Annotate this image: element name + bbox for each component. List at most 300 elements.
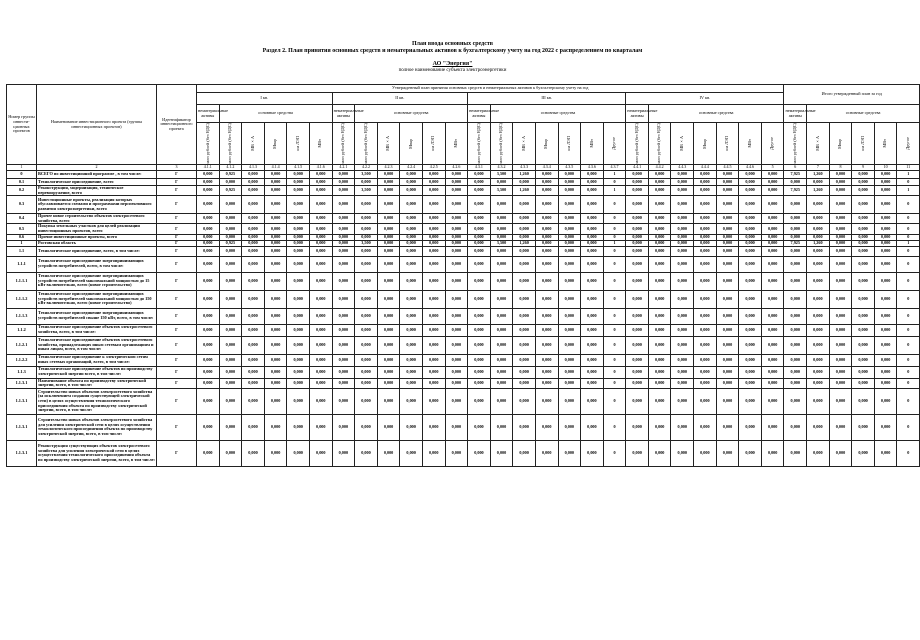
row-value: 0,000	[468, 414, 491, 440]
row-value: 0,000	[716, 308, 739, 324]
row-value: 0	[897, 179, 920, 186]
row-value: 0,000	[626, 171, 649, 179]
row-value: 0,000	[422, 354, 445, 366]
row-value: 0,000	[377, 186, 400, 196]
row-value: 0,000	[309, 308, 332, 324]
row-value: 0,000	[694, 290, 717, 308]
row-value: 0,000	[219, 214, 242, 224]
unit-label: МВт	[588, 139, 594, 148]
row-project-id: Г	[157, 214, 197, 224]
row-value: 0,000	[287, 308, 310, 324]
table-row	[7, 246, 920, 256]
row-value: 0,000	[197, 308, 220, 324]
column-number: 4.1.3	[242, 165, 265, 171]
column-number: 4.2.3	[377, 165, 400, 171]
row-value: 0,000	[535, 354, 558, 366]
row-value: 0,000	[739, 440, 762, 466]
row-value: 0,000	[558, 378, 581, 388]
unit-label: км ЛЭП	[430, 136, 436, 151]
row-value: 0	[897, 224, 920, 234]
row-value: 0,000	[829, 214, 852, 224]
row-project-name: Покупка земельных участков для целей реализации инвестиционных проектов, всего	[37, 224, 157, 234]
row-value: 0,000	[197, 378, 220, 388]
row-value: 0,000	[287, 388, 310, 414]
row-value: 0,000	[694, 171, 717, 179]
row-value: 0,000	[242, 440, 265, 466]
row-value: 0,000	[490, 214, 513, 224]
unit-label: МВ×А	[678, 136, 684, 151]
row-value: 0	[897, 308, 920, 324]
row-value: 0,000	[355, 336, 378, 354]
unit-column-header	[287, 123, 310, 165]
row-value: 0,000	[829, 414, 852, 440]
unit-column-header	[219, 123, 242, 165]
row-value: 0,000	[377, 378, 400, 388]
row-value: 0,000	[400, 336, 423, 354]
row-value: 0,925	[219, 171, 242, 179]
row-number: 1.1	[7, 246, 37, 256]
row-project-id: Г	[157, 186, 197, 196]
row-value: 0,000	[761, 366, 784, 378]
row-value: 0,000	[197, 186, 220, 196]
column-number: 4.4.3	[671, 165, 694, 171]
row-value: 0,000	[332, 246, 355, 256]
row-value: 0,000	[445, 308, 468, 324]
row-value: 0,000	[400, 308, 423, 324]
row-value: 0,000	[671, 290, 694, 308]
row-value: 0	[603, 354, 626, 366]
column-number: 4.2.4	[400, 165, 423, 171]
row-value: 0,000	[739, 336, 762, 354]
row-value: 0,000	[784, 336, 807, 354]
row-value: 0,000	[197, 388, 220, 414]
row-number: 1	[7, 240, 37, 246]
row-value: 0,000	[535, 196, 558, 214]
row-value: 0	[603, 378, 626, 388]
row-value: 0,000	[422, 246, 445, 256]
column-number: 4.3.3	[513, 165, 536, 171]
row-value: 0,000	[513, 388, 536, 414]
row-project-name: Технологическое присоединение энергопринимающих устройств потребителей свыше 150 кВт, всего, в том числе:	[37, 308, 157, 324]
row-value: 0,000	[558, 196, 581, 214]
row-value: 0,000	[332, 440, 355, 466]
row-project-name: Строительство новых объектов электросетевого хозяйства для усиления электрической сети в целях осуществления технологического присоединения объекта по производству электрической энергии, всего, в том числе:	[37, 414, 157, 440]
row-value: 0,000	[874, 336, 897, 354]
row-value: 0,000	[242, 388, 265, 414]
row-value: 0,000	[694, 378, 717, 388]
nma-group-header: нематериальные активы	[332, 105, 355, 123]
unit-label: Мвар	[407, 138, 413, 149]
row-value: 0,000	[264, 366, 287, 378]
row-value: 0,000	[445, 290, 468, 308]
row-value: 0,000	[694, 388, 717, 414]
row-value: 0,000	[535, 234, 558, 240]
row-value: 0,000	[355, 366, 378, 378]
row-value: 0,000	[422, 290, 445, 308]
header-approved-plan: Утвержденный план принятия основных средств и нематериальных активов к бухгалтерскому учету на год	[197, 85, 784, 93]
row-value: 0,000	[694, 196, 717, 214]
row-value: 0,000	[355, 388, 378, 414]
fixed-assets-group-header: основные средства	[490, 105, 626, 123]
row-value: 0,000	[219, 308, 242, 324]
nma-group-header: нематериальные активы	[468, 105, 491, 123]
row-value: 0,000	[671, 171, 694, 179]
row-value: 0,000	[422, 256, 445, 272]
row-value: 0,000	[581, 214, 604, 224]
row-value: 0,000	[535, 414, 558, 440]
column-number: 3	[157, 165, 197, 171]
row-value: 0,000	[626, 186, 649, 196]
row-value: 0,000	[219, 224, 242, 234]
row-project-name: Технологическое присоединение энергопринимающих устройств потребителей, всего, в том числе:	[37, 256, 157, 272]
row-number: 0.6	[7, 234, 37, 240]
row-value: 0,000	[490, 378, 513, 388]
unit-label: млн рублей (без НДС)	[340, 123, 346, 164]
row-value: 0,000	[716, 256, 739, 272]
row-value: 0,000	[264, 256, 287, 272]
row-project-id: Г	[157, 272, 197, 290]
row-value: 0,000	[581, 224, 604, 234]
row-value: 0,000	[535, 388, 558, 414]
row-value: 3,500	[490, 240, 513, 246]
row-value: 0,000	[761, 240, 784, 246]
row-value: 0,000	[807, 196, 830, 214]
row-value: 0,000	[648, 256, 671, 272]
row-value: 0,000	[445, 186, 468, 196]
row-value: 0	[603, 388, 626, 414]
column-number: 4.4.5	[716, 165, 739, 171]
row-value: 0,000	[377, 196, 400, 214]
row-value: 0,000	[400, 234, 423, 240]
row-value: 0,000	[513, 246, 536, 256]
row-value: 0,000	[784, 290, 807, 308]
row-value: 0,000	[400, 378, 423, 388]
row-value: 0,000	[739, 272, 762, 290]
row-value: 0,000	[874, 308, 897, 324]
column-number: 4.3.1	[468, 165, 491, 171]
row-value: 0,000	[874, 290, 897, 308]
row-value: 0,000	[535, 179, 558, 186]
row-value: 3,500	[490, 171, 513, 179]
row-value: 0,000	[422, 414, 445, 440]
table-row	[7, 378, 920, 388]
row-value: 0,000	[829, 440, 852, 466]
row-value: 0,000	[694, 246, 717, 256]
row-value: 0,000	[852, 186, 875, 196]
row-value: 0,000	[694, 308, 717, 324]
row-project-id: Г	[157, 378, 197, 388]
row-value: 0,000	[468, 214, 491, 224]
row-value: 0,000	[490, 354, 513, 366]
fixed-assets-group-header: основные средства	[355, 105, 468, 123]
row-value: 0,000	[581, 354, 604, 366]
unit-label: МВт	[882, 139, 888, 148]
row-value: 0,000	[422, 224, 445, 234]
row-value: 0,000	[671, 234, 694, 240]
row-value: 0,000	[219, 324, 242, 336]
unit-label: млн рублей (без НДС)	[227, 123, 233, 164]
unit-column-header	[558, 123, 581, 165]
row-value: 0,000	[716, 354, 739, 366]
row-value: 0,000	[309, 388, 332, 414]
row-value: 0,000	[829, 240, 852, 246]
row-value: 0,000	[309, 224, 332, 234]
row-value: 0,000	[874, 240, 897, 246]
unit-column-header	[309, 123, 332, 165]
row-value: 0,000	[242, 290, 265, 308]
row-value: 0,000	[422, 336, 445, 354]
row-value: 0,000	[671, 440, 694, 466]
row-value: 0,000	[242, 378, 265, 388]
unit-label: МВ×А	[385, 136, 391, 151]
row-value: 0,000	[332, 186, 355, 196]
row-value: 0,000	[716, 388, 739, 414]
row-project-name: Инвестиционные проекты, реализация которых обуславливается схемами и программами перспективного развития электроэнергетики, всего	[37, 196, 157, 214]
row-value: 0,000	[332, 179, 355, 186]
row-value: 0,000	[784, 378, 807, 388]
row-value: 0,000	[468, 272, 491, 290]
unit-label: Мвар	[837, 138, 843, 149]
row-value: 0,000	[264, 272, 287, 290]
row-value: 0,000	[648, 224, 671, 234]
row-value: 0,000	[242, 171, 265, 179]
row-value: 0,000	[671, 196, 694, 214]
column-number: 4.3.5	[558, 165, 581, 171]
row-value: 0,000	[829, 171, 852, 179]
header-group-number: Номер группы инвести-ционных проектов	[7, 85, 37, 165]
row-value: 0,000	[694, 336, 717, 354]
row-value: 0,000	[400, 214, 423, 224]
row-value: 0,000	[807, 336, 830, 354]
row-value: 0,000	[468, 224, 491, 234]
row-value: 0,000	[739, 240, 762, 246]
row-value: 0,000	[445, 256, 468, 272]
row-value: 0,000	[309, 171, 332, 179]
row-value: 3,500	[355, 171, 378, 179]
row-value: 1,260	[513, 171, 536, 179]
row-value: 0,000	[761, 214, 784, 224]
unit-column-header	[671, 123, 694, 165]
row-value: 0,000	[716, 196, 739, 214]
column-number: 6	[784, 165, 807, 171]
row-value: 0,000	[242, 224, 265, 234]
unit-label: км ЛЭП	[859, 136, 865, 151]
row-value: 0,000	[784, 354, 807, 366]
row-value: 0,000	[400, 366, 423, 378]
row-value: 0,000	[535, 324, 558, 336]
row-number: 0.3	[7, 196, 37, 214]
row-value: 0,000	[829, 256, 852, 272]
unit-label: МВт	[453, 139, 459, 148]
section-title: Раздел 2. План принятия основных средств и нематериальных активов к бухгалтерскому учету на год 2022 с распределением по кварталам	[262, 48, 643, 54]
row-value: 0,000	[400, 290, 423, 308]
unit-column-header	[377, 123, 400, 165]
row-number: 1.1.3	[7, 366, 37, 378]
row-value: 0,000	[422, 234, 445, 240]
row-value: 0,000	[558, 234, 581, 240]
row-value: 0,000	[581, 388, 604, 414]
row-value: 0,000	[829, 246, 852, 256]
column-number: 4.2.1	[332, 165, 355, 171]
row-value: 0,000	[197, 224, 220, 234]
row-project-name: Прочее новое строительство объектов электросетевого хозяйства, всего	[37, 214, 157, 224]
row-value: 0,000	[671, 336, 694, 354]
header-total-plan: Итого утвержденный план за год	[784, 85, 920, 105]
table-row	[7, 272, 920, 290]
unit-label: млн рублей (без НДС)	[204, 123, 210, 164]
unit-label: млн рублей (без НДС)	[362, 123, 368, 164]
row-value: 0,000	[355, 256, 378, 272]
unit-column-header	[468, 123, 491, 165]
row-value: 0,000	[761, 224, 784, 234]
unit-label: МВт	[746, 139, 752, 148]
row-value: 0,000	[852, 246, 875, 256]
row-value: 0,000	[829, 366, 852, 378]
row-value: 0,000	[694, 256, 717, 272]
row-value: 0,000	[739, 224, 762, 234]
header-project-name: Наименование инвестиционного проекта (группы инвестиционных проектов)	[37, 85, 157, 165]
row-value: 0,000	[648, 290, 671, 308]
table-row	[7, 336, 920, 354]
row-value: 0,000	[739, 246, 762, 256]
row-project-name: Технологическое присоединение объектов электросетевого хозяйства, всего, в том числе:	[37, 324, 157, 336]
row-value: 0,000	[513, 440, 536, 466]
unit-column-header	[761, 123, 784, 165]
row-value: 0,000	[264, 171, 287, 179]
column-number: 4.4.1	[626, 165, 649, 171]
row-value: 0,000	[874, 324, 897, 336]
row-value: 0,000	[309, 414, 332, 440]
row-value: 0,000	[535, 186, 558, 196]
row-value: 0,000	[716, 246, 739, 256]
row-value: 0	[897, 272, 920, 290]
row-value: 0,000	[558, 336, 581, 354]
row-value: 0	[603, 179, 626, 186]
row-value: 0,000	[648, 336, 671, 354]
table-row	[7, 186, 920, 196]
row-value: 0,000	[716, 366, 739, 378]
row-value: 0,000	[309, 214, 332, 224]
total-nma-group-header: нематериальные активы	[784, 105, 807, 123]
table-row	[7, 354, 920, 366]
row-value: 0,000	[377, 224, 400, 234]
row-value: 0,000	[852, 440, 875, 466]
row-value: 7,925	[784, 186, 807, 196]
row-number: 1.1.3.1	[7, 388, 37, 414]
row-project-name: Реконструкция, модернизация, техническое перевооружение, всего	[37, 186, 157, 196]
row-project-name: Наименование объекта по производству электрической энергии, всего, в том числе:	[37, 378, 157, 388]
row-value: 0,000	[242, 186, 265, 196]
row-value: 0,000	[468, 234, 491, 240]
row-value: 0,000	[332, 324, 355, 336]
row-value: 0,000	[784, 214, 807, 224]
row-value: 0,000	[648, 308, 671, 324]
row-value: 0,000	[874, 246, 897, 256]
row-value: 0,000	[445, 336, 468, 354]
row-project-id: Г	[157, 354, 197, 366]
row-value: 0,000	[671, 354, 694, 366]
row-value: 0	[897, 378, 920, 388]
row-value: 0,000	[535, 440, 558, 466]
row-value: 0,000	[242, 272, 265, 290]
unit-column-header	[716, 123, 739, 165]
row-number: 1.1.1.1	[7, 272, 37, 290]
row-value: 0,000	[400, 171, 423, 179]
row-value: 0,000	[807, 234, 830, 240]
row-value: 0,000	[626, 290, 649, 308]
unit-column-header	[603, 123, 626, 165]
row-project-name: Технологическое присоединение объектов по производству электрической энергии всего, в том числе:	[37, 366, 157, 378]
row-value: 0,000	[332, 388, 355, 414]
row-value: 0,000	[874, 256, 897, 272]
row-value: 0,000	[490, 179, 513, 186]
row-value: 0,000	[377, 246, 400, 256]
row-value: 0,000	[309, 246, 332, 256]
row-value: 0,000	[309, 272, 332, 290]
row-value: 0	[603, 272, 626, 290]
row-value: 0,000	[716, 214, 739, 224]
row-value: 0,000	[287, 179, 310, 186]
row-value: 0,000	[558, 440, 581, 466]
table-row	[7, 256, 920, 272]
column-number: 9	[852, 165, 875, 171]
row-project-id: Г	[157, 324, 197, 336]
row-value: 0,000	[648, 214, 671, 224]
row-value: 0,000	[219, 234, 242, 240]
row-value: 0,000	[694, 354, 717, 366]
row-value: 0,000	[513, 354, 536, 366]
row-value: 0,000	[242, 336, 265, 354]
row-value: 0,000	[197, 246, 220, 256]
unit-column-header	[400, 123, 423, 165]
row-number: 1.1.1	[7, 256, 37, 272]
unit-label: Мвар	[701, 138, 707, 149]
row-value: 0,000	[626, 388, 649, 414]
row-value: 0,000	[761, 171, 784, 179]
unit-column-header	[332, 123, 355, 165]
row-value: 0,000	[422, 171, 445, 179]
row-value: 0,000	[558, 324, 581, 336]
row-value: 0,000	[468, 324, 491, 336]
row-value: 0,000	[400, 246, 423, 256]
row-value: 0,000	[287, 256, 310, 272]
row-value: 0,000	[829, 224, 852, 234]
row-value: 0,000	[581, 240, 604, 246]
row-value: 0,000	[264, 378, 287, 388]
row-value: 0,000	[219, 179, 242, 186]
row-value: 0,000	[807, 179, 830, 186]
row-value: 0,000	[829, 308, 852, 324]
table-row	[7, 440, 920, 466]
row-value: 0,000	[445, 366, 468, 378]
row-value: 0,000	[648, 272, 671, 290]
row-value: 0,000	[422, 388, 445, 414]
row-value: 0,000	[739, 378, 762, 388]
row-value: 0,000	[400, 388, 423, 414]
column-number: 7	[807, 165, 830, 171]
row-value: 0,000	[264, 290, 287, 308]
row-value: 0,000	[558, 171, 581, 179]
row-value: 0,000	[513, 290, 536, 308]
row-value: 0,000	[490, 224, 513, 234]
row-number: 1.1.2.2	[7, 354, 37, 366]
row-number: 1.1.2	[7, 324, 37, 336]
row-value: 0,000	[445, 354, 468, 366]
row-value: 0,000	[535, 290, 558, 308]
row-value: 0,000	[264, 324, 287, 336]
row-value: 0,000	[219, 336, 242, 354]
row-value: 0,000	[739, 366, 762, 378]
